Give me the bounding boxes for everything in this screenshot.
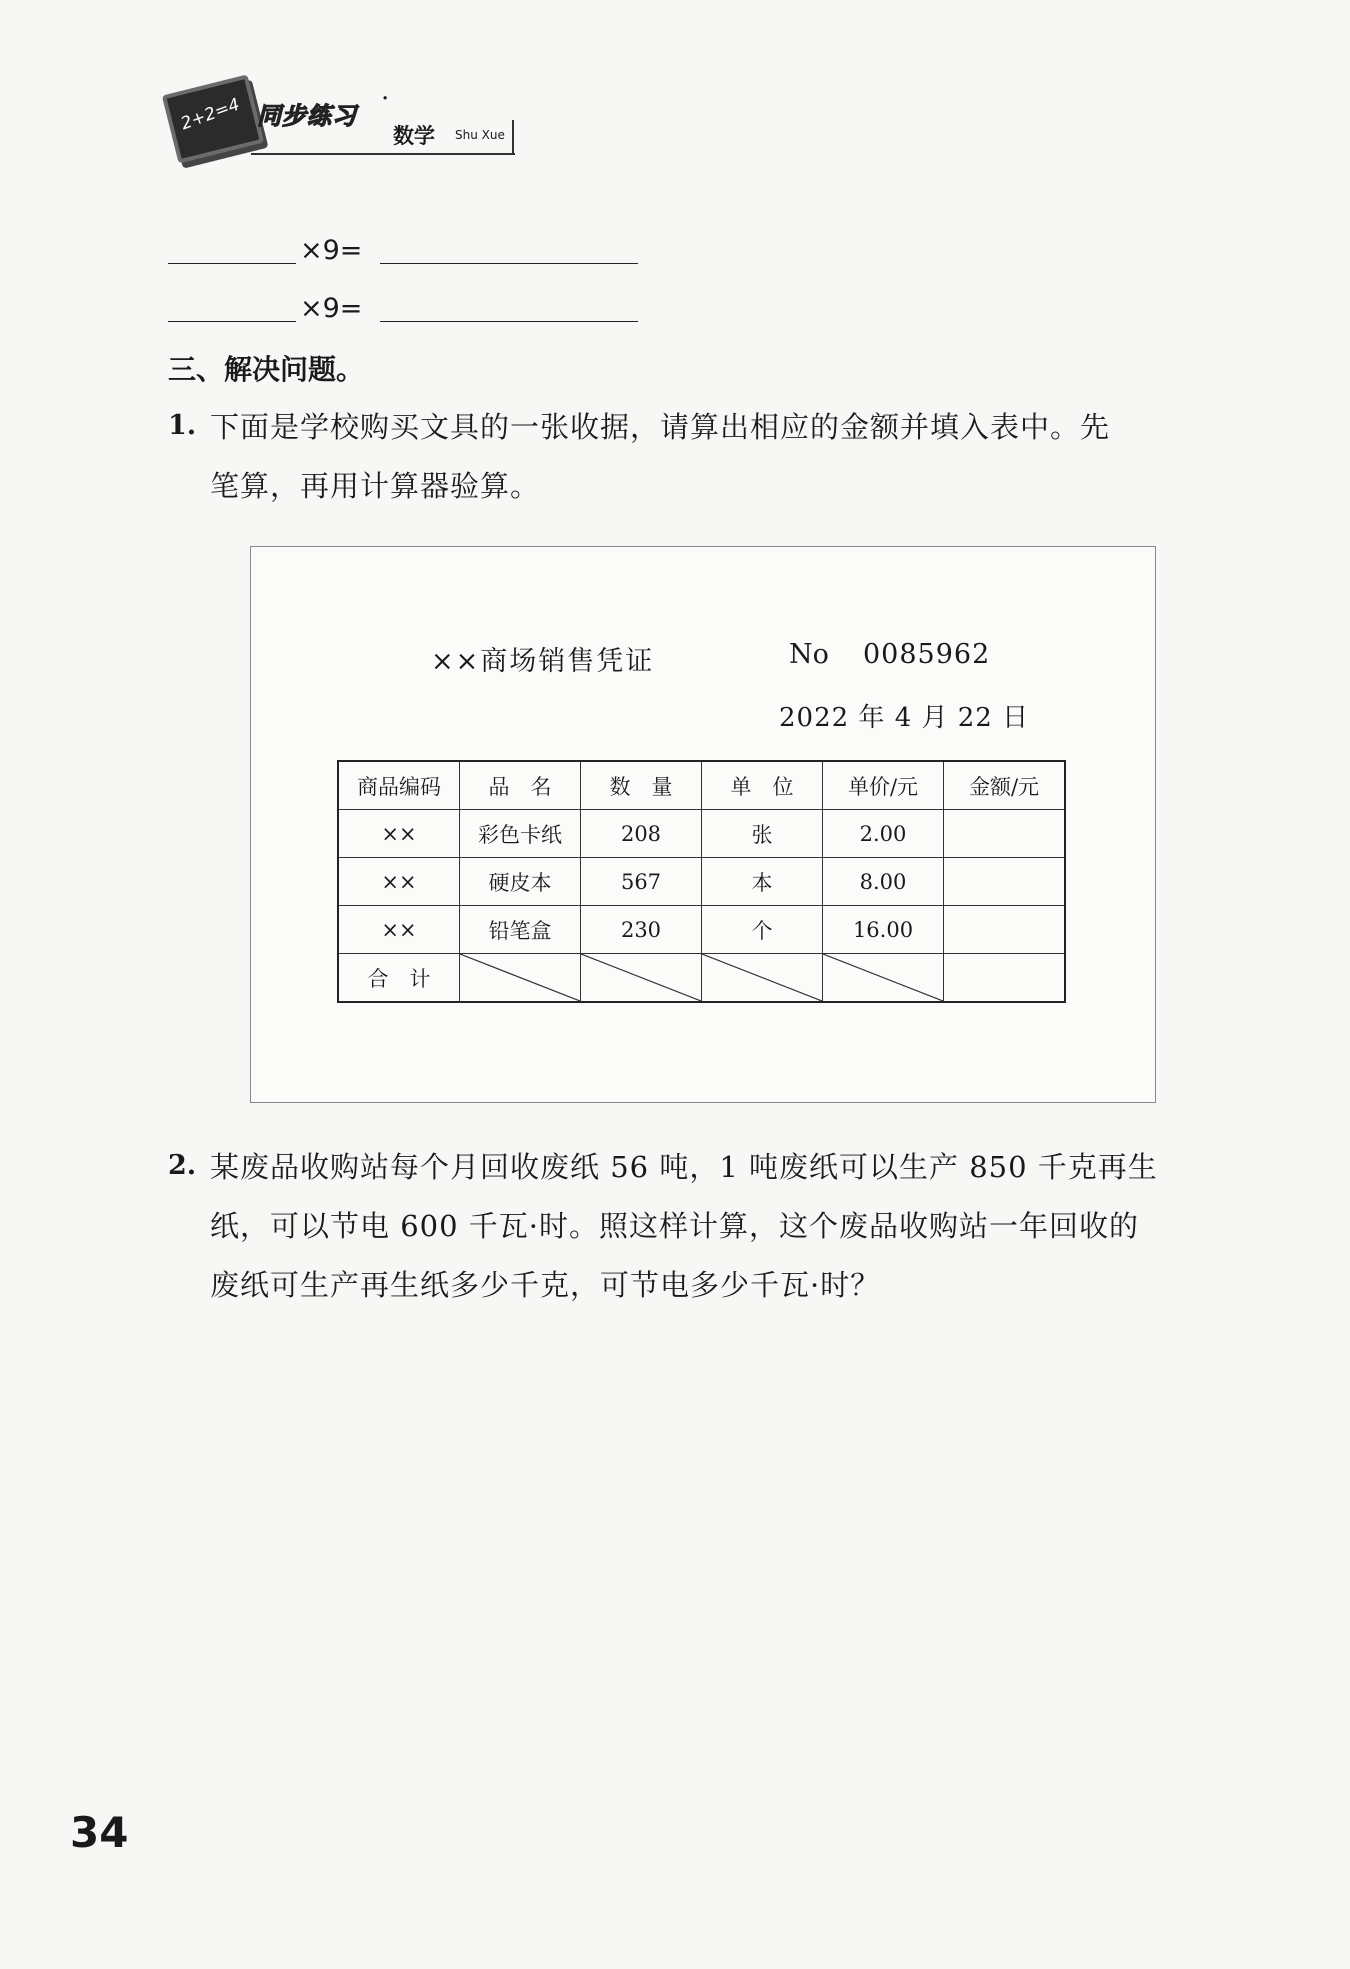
item-unit: 本 <box>702 858 823 906</box>
question-number: 2. <box>168 1150 197 1181</box>
item-code: ×× <box>338 858 460 906</box>
question-line: 废纸可生产再生纸多少千克，可节电多少千瓦·时？ <box>210 1268 881 1302</box>
item-quantity: 230 <box>581 906 702 954</box>
answer-blank[interactable] <box>168 321 296 322</box>
sales-receipt <box>250 546 1156 1103</box>
item-unit: 张 <box>702 810 823 858</box>
answer-blank[interactable] <box>380 321 638 322</box>
item-amount-cell[interactable] <box>944 810 1066 858</box>
column-header: 品 名 <box>460 761 581 810</box>
item-amount-cell[interactable] <box>944 858 1066 906</box>
subject-pinyin: Shu Xue <box>455 128 505 142</box>
table-row <box>338 906 1065 954</box>
question-1-text <box>210 398 1200 516</box>
item-unit-price: 2.00 <box>823 810 944 858</box>
item-amount-cell[interactable] <box>944 906 1066 954</box>
receipt-no-label: No <box>789 639 829 670</box>
column-header: 金额/元 <box>944 761 1066 810</box>
header-rule <box>251 153 515 155</box>
item-name: 硬皮本 <box>460 858 581 906</box>
table-row <box>338 858 1065 906</box>
receipt-date: 2022 年 4 月 22 日 <box>779 703 1030 733</box>
item-name: 彩色卡纸 <box>460 810 581 858</box>
chalkboard-icon <box>162 74 264 163</box>
column-header: 数 量 <box>581 761 702 810</box>
subject-title: 数学 <box>393 124 435 148</box>
crossed-cell <box>460 954 581 1003</box>
header-rule-end <box>512 120 514 155</box>
item-unit-price: 16.00 <box>823 906 944 954</box>
item-quantity: 208 <box>581 810 702 858</box>
answer-blank[interactable] <box>380 263 638 264</box>
question-line: 纸，可以节电 600 千瓦·时。照这样计算，这个废品收购站一年回收的 <box>210 1209 1140 1243</box>
crossed-cell <box>581 954 702 1003</box>
item-name: 铅笔盒 <box>460 906 581 954</box>
blank-expression: ×9= <box>300 293 363 324</box>
answer-blank[interactable] <box>168 263 296 264</box>
column-header: 单价/元 <box>823 761 944 810</box>
column-header: 商品编码 <box>338 761 460 810</box>
receipt-number: 0085962 <box>863 639 991 670</box>
question-line: 笔算，再用计算器验算。 <box>210 469 541 503</box>
column-header: 单 位 <box>702 761 823 810</box>
chalkboard-text: 2+2=4 <box>178 94 243 135</box>
total-label: 合 计 <box>338 954 460 1003</box>
item-unit-price: 8.00 <box>823 858 944 906</box>
crossed-cell <box>702 954 823 1003</box>
question-line: 下面是学校购买文具的一张收据，请算出相应的金额并填入表中。先 <box>210 410 1111 444</box>
blank-row-2 <box>168 280 648 330</box>
table-header-row <box>338 761 1065 810</box>
item-code: ×× <box>338 906 460 954</box>
total-row <box>338 954 1065 1003</box>
blank-row-1 <box>168 222 648 272</box>
table-row <box>338 810 1065 858</box>
item-quantity: 567 <box>581 858 702 906</box>
blank-expression: ×9= <box>300 235 363 266</box>
question-line: 某废品收购站每个月回收废纸 56 吨，1 吨废纸可以生产 850 千克再生 <box>210 1150 1158 1184</box>
section-title: 三、解决问题。 <box>168 353 365 386</box>
total-amount-cell[interactable] <box>944 954 1066 1003</box>
page-number: 34 <box>70 1808 129 1857</box>
question-2-text <box>210 1138 1200 1315</box>
items-table <box>337 760 1066 1003</box>
header-dot: · <box>381 84 390 114</box>
question-number: 1. <box>168 410 197 441</box>
item-code: ×× <box>338 810 460 858</box>
crossed-cell <box>823 954 944 1003</box>
receipt-title: ××商场销售凭证 <box>431 646 655 677</box>
series-title: 同步练习 <box>257 102 357 130</box>
item-unit: 个 <box>702 906 823 954</box>
page-header <box>165 78 525 173</box>
